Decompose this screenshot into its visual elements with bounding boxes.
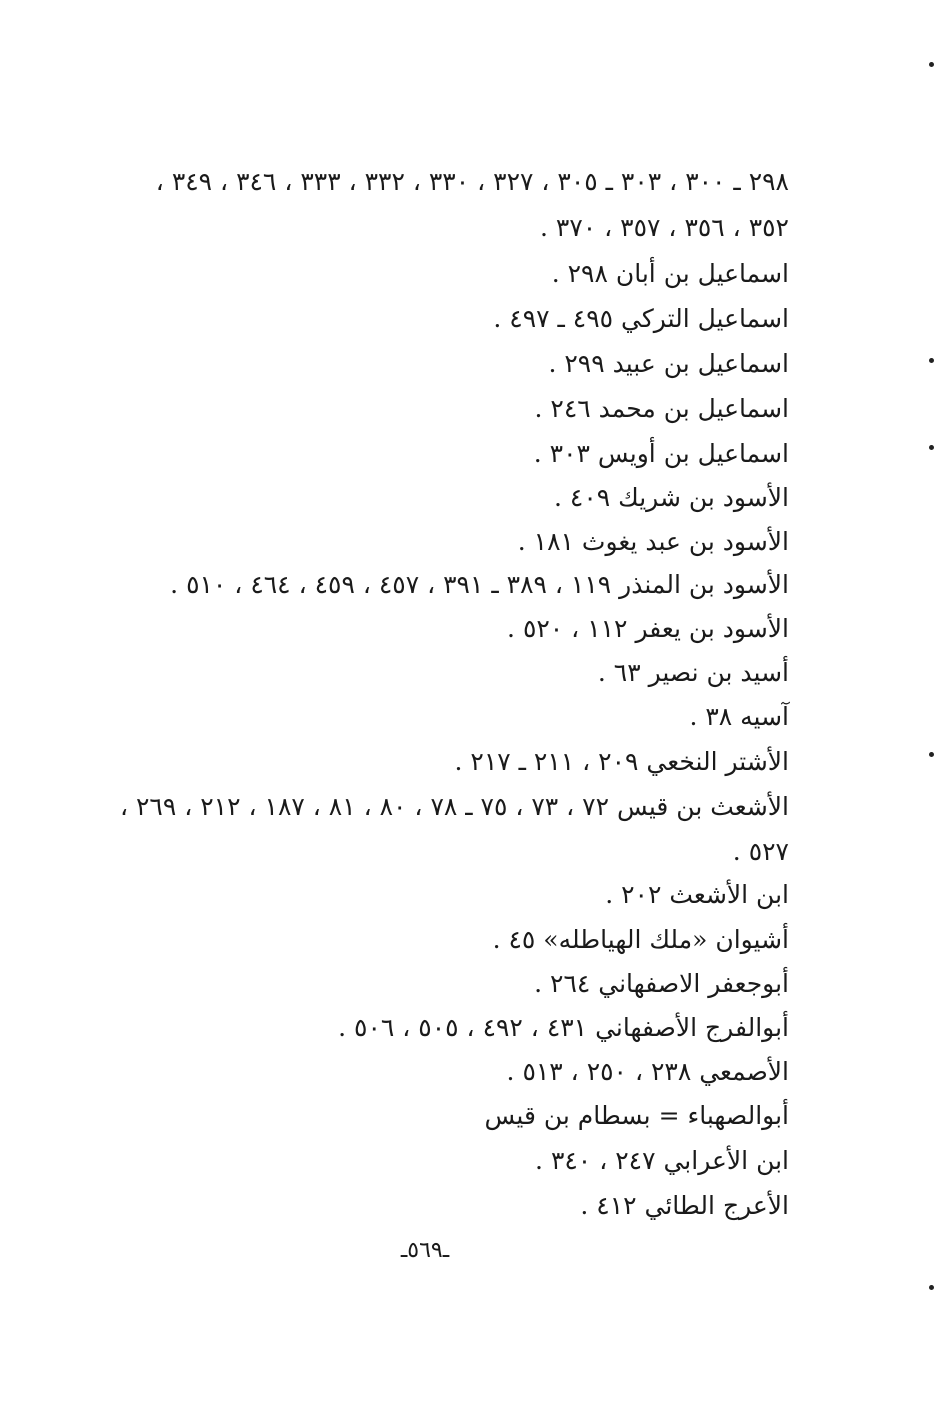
index-entry: الأشعث بن قيس ٧٢ ، ٧٣ ، ٧٥ ـ ٧٨ ، ٨٠ ، ٨١ ، ١٨٧ ، ٢١٢ ، ٢٦٩ ،	[119, 792, 789, 821]
index-entry-continuation: ٣٥٢ ، ٣٥٦ ، ٣٥٧ ، ٣٧٠ .	[540, 213, 789, 242]
index-entry: الأسود بن شريك ٤٠٩ .	[554, 483, 789, 512]
index-entry: اسماعيل التركي ٤٩٥ ـ ٤٩٧ .	[493, 304, 789, 333]
index-entry: الأسود بن يعفر ١١٢ ، ٥٢٠ .	[507, 614, 789, 643]
scan-speck	[929, 1285, 934, 1290]
page-number: ـ٥٦٩ـ	[400, 1238, 450, 1263]
index-entry-continuation: ٢٩٨ ـ ٣٠٠ ، ٣٠٣ ـ ٣٠٥ ، ٣٢٧ ، ٣٣٠ ، ٣٣٢ ، ٣٣٣ ، ٣٤٦ ، ٣٤٩ ،	[155, 167, 789, 196]
index-entry: أبوالصهباء = بسطام بن قيس	[484, 1101, 789, 1130]
index-entry: اسماعيل بن أويس ٣٠٣ .	[533, 439, 789, 468]
index-entry: الأسود بن المنذر ١١٩ ، ٣٨٩ ـ ٣٩١ ، ٤٥٧ ، ٤٥٩ ، ٤٦٤ ، ٥١٠ .	[170, 570, 789, 599]
index-entry: اسماعيل بن أبان ٢٩٨ .	[551, 259, 789, 288]
index-entry: الأصمعي ٢٣٨ ، ٢٥٠ ، ٥١٣ .	[506, 1057, 789, 1086]
index-entry: ابن الأعرابي ٢٤٧ ، ٣٤٠ .	[535, 1146, 789, 1175]
index-entry: آسيه ٣٨ .	[689, 702, 789, 731]
index-entry: أسيد بن نصير ٦٣ .	[597, 658, 789, 687]
index-entry: أشيوان «ملك الهياطله» ٤٥ .	[492, 925, 789, 954]
index-entry: اسماعيل بن محمد ٢٤٦ .	[534, 394, 789, 423]
index-entry: الأسود بن عبد يغوث ١٨١ .	[517, 527, 789, 556]
index-entry-continuation: ٥٢٧ .	[732, 837, 789, 866]
scan-speck	[929, 445, 934, 450]
scan-speck	[929, 752, 934, 757]
index-entry: أبوجعفر الاصفهاني ٢٦٤ .	[534, 969, 789, 998]
index-entry: أبوالفرج الأصفهاني ٤٣١ ، ٤٩٢ ، ٥٠٥ ، ٥٠٦ .	[338, 1013, 789, 1042]
scan-speck	[929, 62, 934, 67]
index-entry: الأشتر النخعي ٢٠٩ ، ٢١١ ـ ٢١٧ .	[454, 747, 789, 776]
scan-speck	[929, 358, 934, 363]
index-entry: اسماعيل بن عبيد ٢٩٩ .	[548, 349, 789, 378]
index-entry: ابن الأشعث ٢٠٢ .	[605, 880, 789, 909]
index-entry: الأعرج الطائي ٤١٢ .	[580, 1191, 789, 1220]
